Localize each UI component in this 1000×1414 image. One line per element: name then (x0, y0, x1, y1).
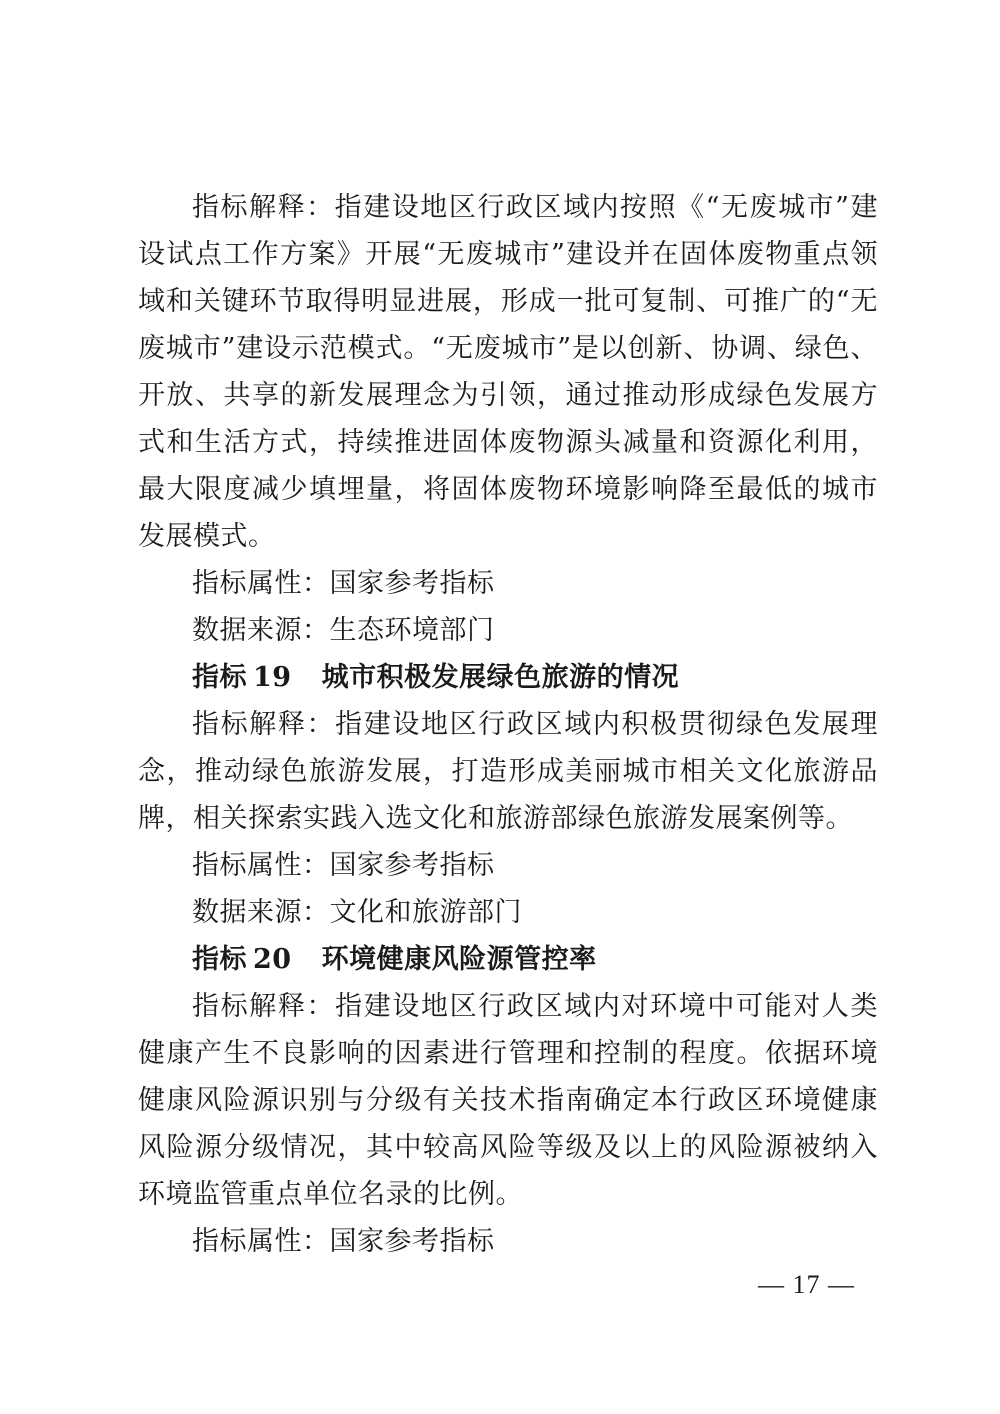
indicator-19-data-source: 数据来源：文化和旅游部门 (192, 897, 522, 928)
heading-label: 指标 (192, 662, 247, 693)
heading-number: 19 (253, 662, 292, 693)
heading-number: 20 (253, 944, 292, 975)
indicator-19-attribute: 指标属性：国家参考指标 (192, 850, 495, 881)
page-number: — 17 — (758, 1270, 855, 1299)
text-block (138, 184, 878, 1265)
indicator-20-attribute: 指标属性：国家参考指标 (192, 1226, 495, 1257)
indicator-18-attribute: 指标属性：国家参考指标 (192, 568, 495, 599)
heading-title: 城市积极发展绿色旅游的情况 (321, 662, 680, 693)
indicator-20-explanation: 指标解释：指建设地区行政区域内对环境中可能对人类健康产生不良影响的因素进行管理和控制的程度。依据环境健康风险源识别与分级有关技术指南确定本行政区环境健康风险源分级情况，其中较高风险等级及以上的风险源被纳入环境监管重点单位名录的比例。 (138, 991, 878, 1210)
indicator-18-data-source: 数据来源：生态环境部门 (192, 615, 495, 646)
indicator-20-heading (138, 936, 878, 983)
indicator-19-heading (138, 654, 878, 701)
heading-label: 指标 (192, 944, 247, 975)
heading-title: 环境健康风险源管控率 (321, 944, 597, 975)
indicator-19-explanation: 指标解释：指建设地区行政区域内积极贯彻绿色发展理念，推动绿色旅游发展，打造形成美丽城市相关文化旅游品牌，相关探索实践入选文化和旅游部绿色旅游发展案例等。 (138, 709, 878, 834)
indicator-18-explanation: 指标解释：指建设地区行政区域内按照《“无废城市”建设试点工作方案》开展“无废城市”建设并在固体废物重点领域和关键环节取得明显进展，形成一批可复制、可推广的“无废城市”建设示范模式。“无废城市”是以创新、协调、绿色、开放、共享的新发展理念为引领，通过推动形成绿色发展方式和生活方式，持续推进固体废物源头减量和资源化利用，最大限度减少填埋量，将固体废物环境影响降至最低的城市发展模式。 (138, 192, 878, 552)
